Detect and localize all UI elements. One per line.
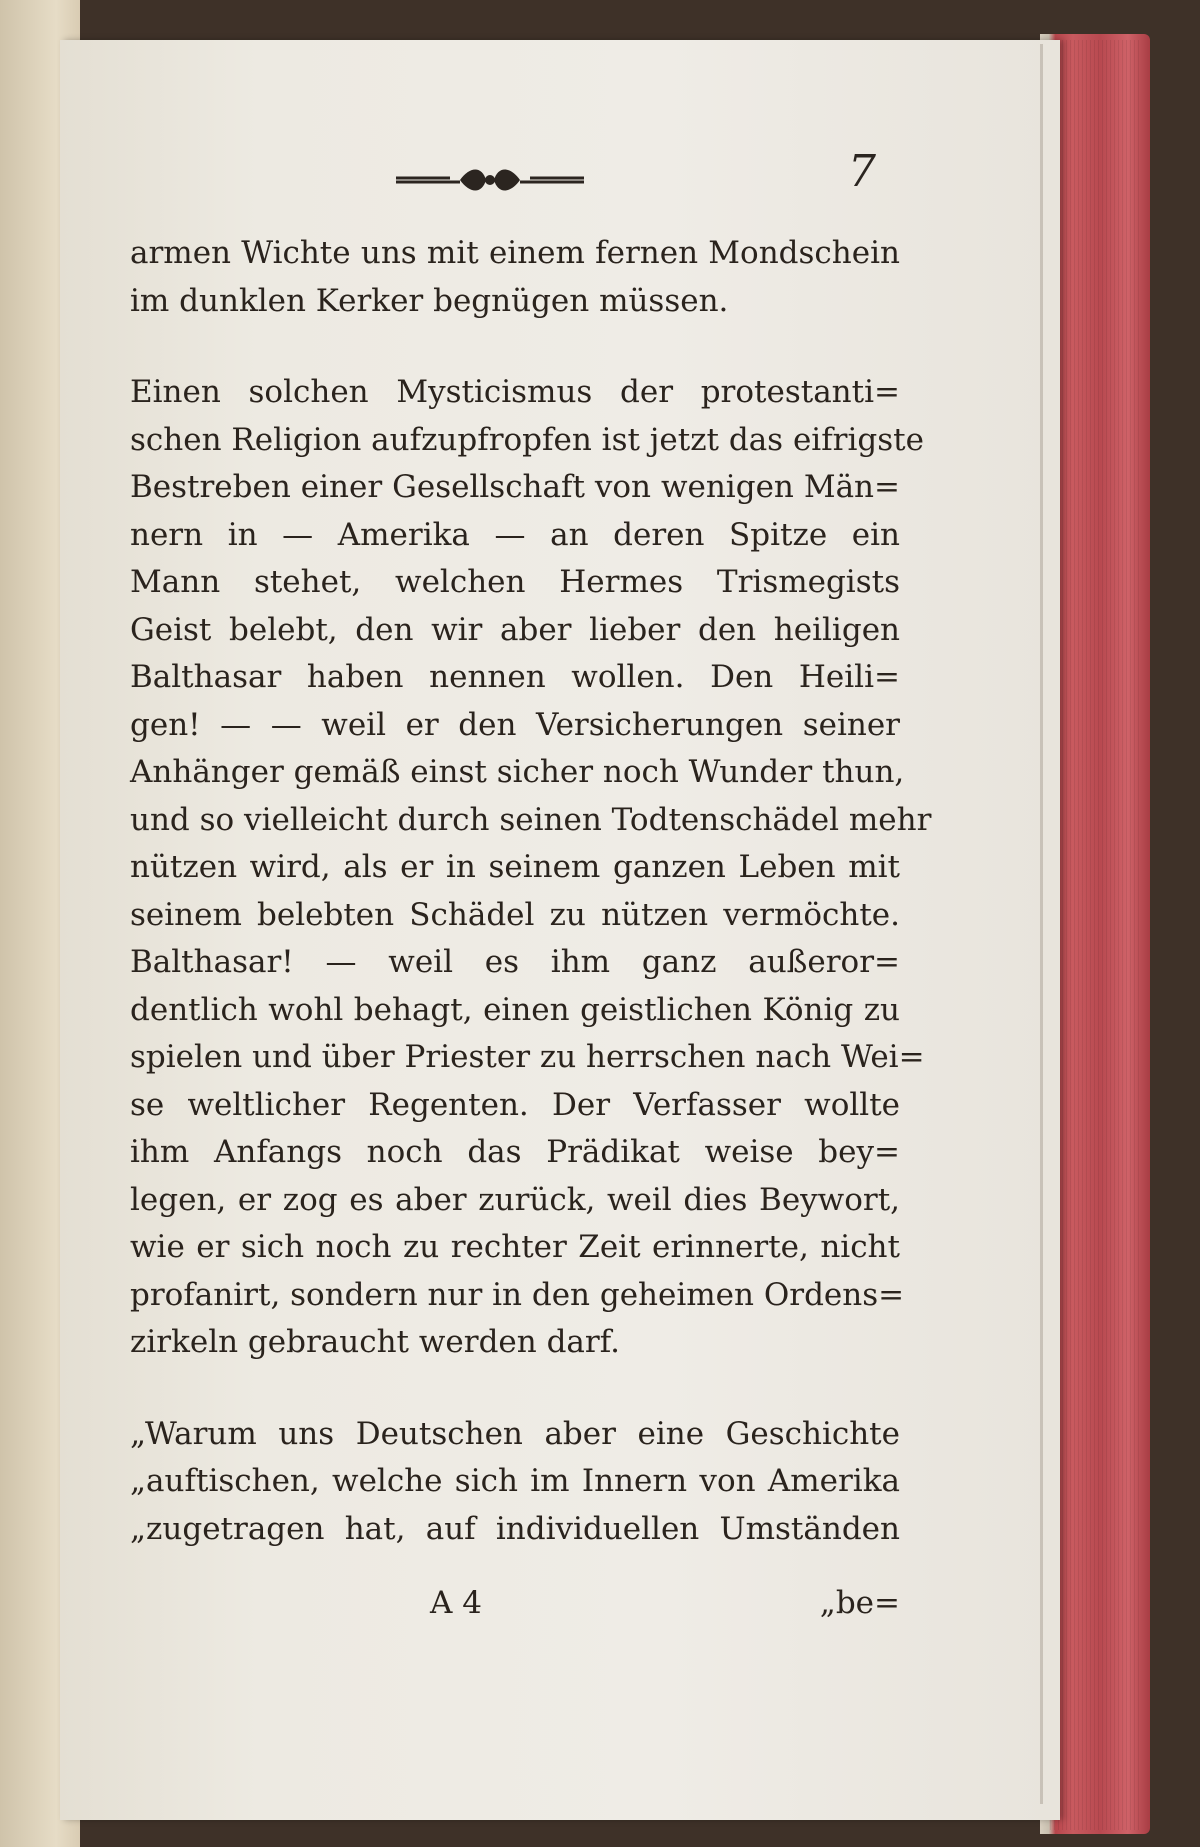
body-text: [130, 230, 932, 1553]
text-line: seinem belebten Schädel zu nützen vermöchte.: [130, 896, 900, 933]
page-fold-line: [1040, 44, 1043, 1804]
text-line: im dunklen Kerker begnügen müssen.: [130, 282, 729, 319]
text-line: spielen und über Priester zu herrschen nach Wei=: [130, 1039, 925, 1075]
ornament-rule-icon: [390, 160, 590, 200]
page-number: 7: [848, 146, 876, 197]
text-line: „auftischen, welche sich im Innern von Amerika: [130, 1463, 900, 1499]
text-line: und so vielleicht durch seinen Todtenschädel mehr: [130, 801, 932, 838]
text-line: Geist belebt, den wir aber lieber den heiligen: [130, 611, 900, 648]
text-line: nützen wird, als er in seinem ganzen Leben mit: [130, 849, 900, 885]
page-edge-lines: [1050, 40, 1140, 1830]
text-line: gen! — — weil er den Versicherungen seiner: [130, 706, 900, 743]
text-line: schen Religion aufzupfropfen ist jetzt das eifrigste: [130, 421, 924, 458]
paragraph: [130, 230, 900, 325]
text-line: profanirt, sondern nur in den geheimen Ordens=: [130, 1276, 905, 1313]
text-line: Mann stehet, welchen Hermes Trismegists: [130, 564, 900, 600]
catchword: „be=: [819, 1585, 900, 1621]
text-line: „zugetragen hat, auf individuellen Umständen: [130, 1510, 900, 1547]
text-line: zirkeln gebraucht werden darf.: [130, 1324, 620, 1360]
paragraph: [130, 1411, 900, 1554]
text-line: armen Wichte uns mit einem fernen Mondschein: [130, 235, 900, 271]
page-header: [330, 146, 890, 210]
text-line: „Warum uns Deutschen aber eine Geschichte: [130, 1415, 900, 1452]
text-line: Balthasar haben nennen wollen. Den Heili=: [130, 659, 900, 695]
text-line: se weltlicher Regenten. Der Verfasser wollte: [130, 1086, 900, 1123]
text-line: ihm Anfangs noch das Prädikat weise bey=: [130, 1134, 900, 1170]
text-line: Balthasar! — weil es ihm ganz außeror=: [130, 944, 900, 980]
text-line: nern in — Amerika — an deren Spitze ein: [130, 516, 900, 553]
text-line: Bestreben einer Gesellschaft von wenigen Män=: [130, 469, 900, 505]
paragraph: [130, 369, 932, 1367]
text-line: wie er sich noch zu rechter Zeit erinnerte, nicht: [130, 1229, 900, 1265]
text-line: Anhänger gemäß einst sicher noch Wunder thun,: [130, 754, 905, 790]
text-line: legen, er zog es aber zurück, weil dies Beywort,: [130, 1181, 900, 1218]
signature-mark: A 4: [430, 1585, 482, 1621]
text-line: dentlich wohl behagt, einen geistlichen König zu: [130, 991, 900, 1028]
text-line: Einen solchen Mysticismus der protestanti=: [130, 374, 900, 410]
page-footer: [130, 1585, 900, 1635]
